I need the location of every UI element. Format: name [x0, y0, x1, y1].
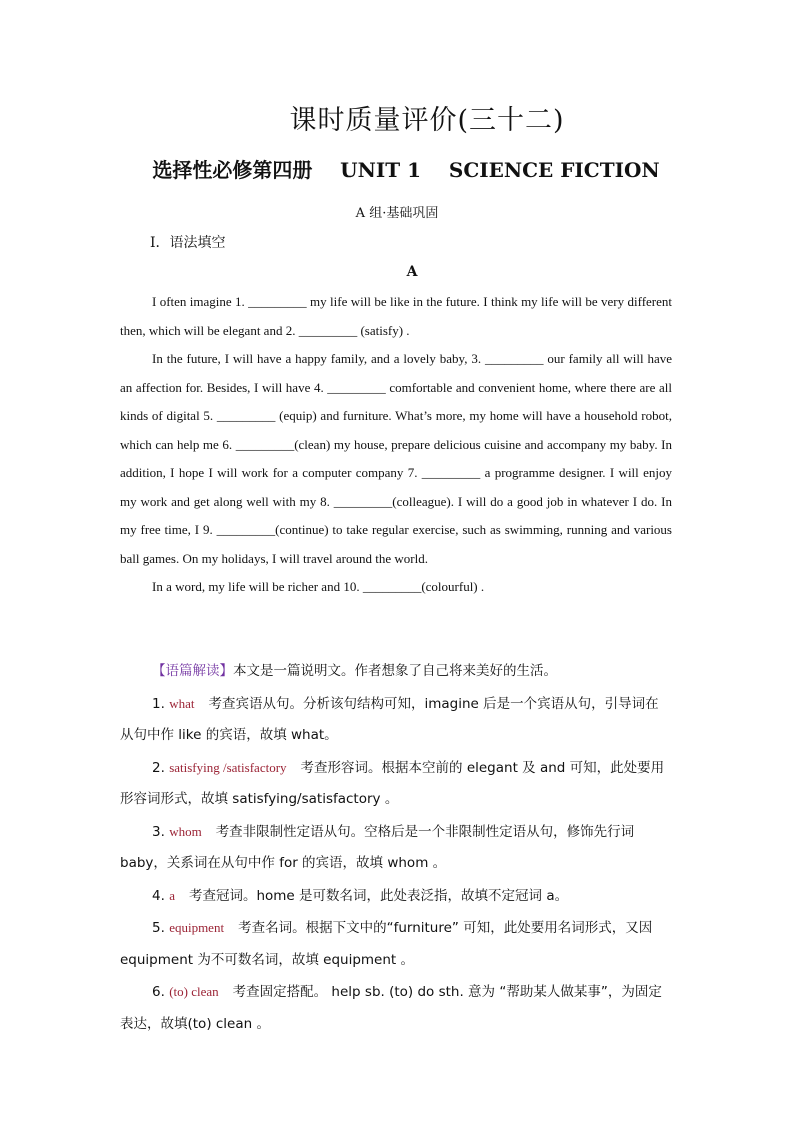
item-explanation: 考查非限制性定语从句。空格后是一个非限制性定语从句，修饰先行词 baby，关系词在从句中作 for 的宾语，故填 whom 。 — [120, 823, 635, 871]
page-title: 课时质量评价(三十二) — [289, 105, 565, 136]
section-heading: Ⅰ．语法填空 — [150, 235, 226, 251]
item-answer: equipment — [169, 920, 225, 935]
passage-paragraph: I often imagine 1. _________ my life will be like in the future. I think my life will be very different then, which will be elegant and 2. _________ (satisfy) . — [120, 294, 672, 338]
analysis-item — [120, 880, 672, 913]
analysis-intro — [120, 656, 672, 688]
group-label: A 组·基础巩固 — [355, 206, 439, 221]
item-explanation: 考查形容词。根据本空前的 elegant 及 and 可知，此处要用形容词形式，故填 satisfying/satisfactory 。 — [120, 759, 665, 807]
passage-paragraph: In the future, I will have a happy family, and a lovely baby, 3. _________ our family all will have an affection for. Besides, I will have 4. _________ comfortable and convenient home, where there are all kinds of digital 5. _________ (equip) and furniture. What’s more, my home will have a household robot, which can help me 6. _________(clean) my house, prepare delicious cuisine and accompany my baby. In addition, I hope I will work for a computer company 7. _________ a programme designer. I will enjoy my work and get along well with my 8. _________(colleague). I will do a good job in whatever I do. In my free time, I 9. _________(continue) to take regular exercise, such as swimming, running and various ball games. On my holidays, I will travel around the world. — [120, 351, 672, 566]
analysis-tag: 【语篇解读】 — [152, 663, 233, 679]
item-explanation: 考查名词。根据下文中的“furniture” 可知，此处要用名词形式，又因 equipment 为不可数名词，故填 equipment 。 — [120, 920, 653, 968]
item-answer: what — [169, 695, 195, 711]
item-answer: satisfying /satisfactory — [169, 759, 287, 775]
item-answer: whom — [169, 823, 202, 839]
passage-title: A — [406, 264, 418, 280]
analysis-item — [120, 752, 672, 816]
unit-subtitle: 选择性必修第四册 UNIT 1 SCIENCE FICTION — [152, 158, 660, 182]
item-number: 6. — [152, 984, 165, 1000]
item-explanation: 考查固定搭配。 help sb. (to) do sth. 意为 “帮助某人做某事”，为固定表达，故填(to) clean 。 — [120, 984, 662, 1032]
passage-paragraph: In a word, my life will be richer and 10. _________(colourful) . — [152, 579, 485, 594]
item-explanation: 考查宾语从句。分析该句结构可知，imagine 后是一个宾语从句，引导词在从句中作 like 的宾语，故填 what。 — [120, 695, 659, 743]
item-explanation: 考查冠词。home 是可数名词，此处表泛指，故填不定冠词 a。 — [188, 887, 569, 904]
item-number: 4. — [152, 887, 165, 904]
item-number: 2. — [152, 759, 165, 776]
analysis-item — [120, 816, 672, 880]
item-number: 5. — [152, 920, 165, 936]
analysis-intro-text: 本文是一篇说明文。作者想象了自己将来美好的生活。 — [233, 663, 557, 679]
item-answer: a — [169, 887, 175, 903]
item-number: 3. — [152, 823, 165, 840]
item-answer: (to) clean — [169, 984, 219, 999]
analysis-item — [120, 688, 672, 752]
passage-body — [120, 288, 672, 602]
item-number: 1. — [152, 695, 165, 712]
analysis-item — [120, 976, 672, 1040]
analysis-item — [120, 912, 672, 976]
answer-analysis — [120, 656, 672, 1040]
